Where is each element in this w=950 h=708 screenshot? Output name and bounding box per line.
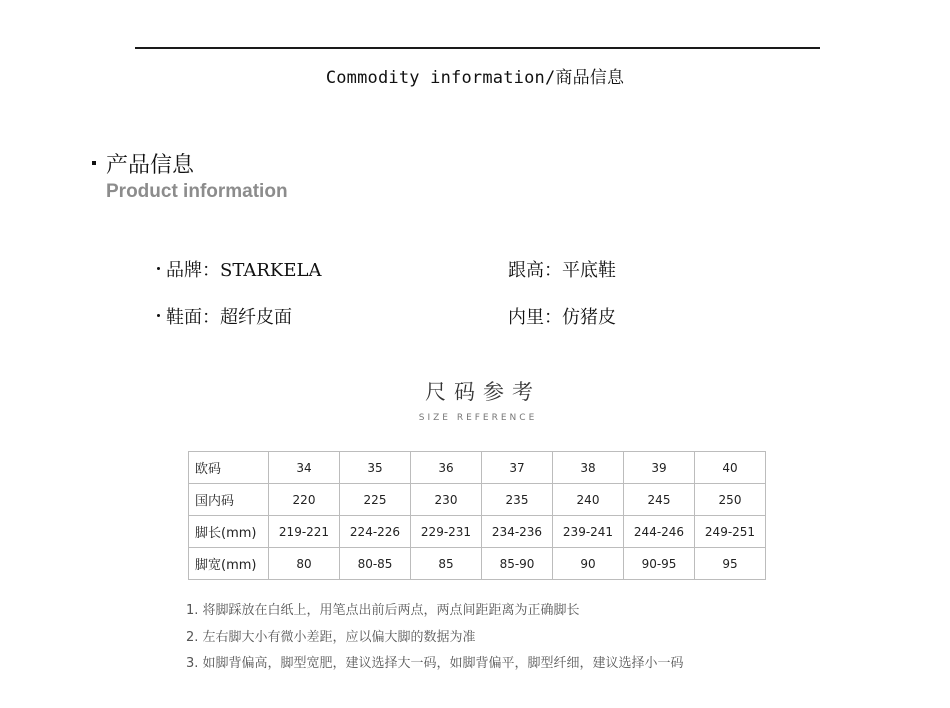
table-cell: 235: [482, 484, 553, 516]
size-table: [188, 451, 766, 580]
size-notes: [186, 598, 684, 678]
table-cell: 244-246: [624, 516, 695, 548]
table-cell: 225: [340, 484, 411, 516]
attribute-lining-text: 内里：仿猪皮: [508, 307, 616, 328]
table-cell: 239-241: [553, 516, 624, 548]
table-row: [189, 484, 766, 516]
page-title: Commodity information/商品信息: [325, 68, 625, 88]
bullet-icon: [157, 267, 160, 270]
square-bullet-icon: [92, 161, 96, 165]
table-cell: 245: [624, 484, 695, 516]
table-cell: 229-231: [411, 516, 482, 548]
table-cell: 249-251: [695, 516, 766, 548]
size-reference-subtitle: SIZE REFERENCE: [418, 413, 538, 423]
table-cell: 240: [553, 484, 624, 516]
table-row: [189, 452, 766, 484]
table-row: [189, 516, 766, 548]
table-cell: 224-226: [340, 516, 411, 548]
attribute-brand: [157, 256, 321, 282]
table-cell: 36: [411, 452, 482, 484]
table-cell: 39: [624, 452, 695, 484]
table-cell: 219-221: [269, 516, 340, 548]
attribute-upper: [157, 303, 292, 329]
section-subtitle-en: Product information: [106, 181, 288, 202]
attribute-brand-text: 品牌：STARKELA: [166, 260, 322, 281]
table-cell: 85: [411, 548, 482, 580]
table-cell: 250: [695, 484, 766, 516]
table-cell: 38: [553, 452, 624, 484]
attribute-lining: [508, 303, 616, 329]
note-item: 1. 将脚踩放在白纸上，用笔点出前后两点，两点间距距离为正确脚长: [186, 603, 580, 618]
table-row: [189, 548, 766, 580]
row-label: 脚宽(mm): [189, 548, 269, 580]
table-cell: 95: [695, 548, 766, 580]
table-cell: 34: [269, 452, 340, 484]
top-divider: [135, 47, 820, 49]
attribute-upper-text: 鞋面：超纤皮面: [166, 307, 292, 328]
bullet-icon: [157, 314, 160, 317]
section-title-cn: 产品信息: [106, 153, 195, 178]
note-item: 2. 左右脚大小有微小差距，应以偏大脚的数据为准: [186, 629, 476, 645]
attribute-heel: [508, 256, 616, 282]
attribute-heel-text: 跟高：平底鞋: [508, 260, 616, 281]
table-cell: 90: [553, 548, 624, 580]
table-cell: 90-95: [624, 548, 695, 580]
table-cell: 80: [269, 548, 340, 580]
row-label: 欧码: [189, 452, 269, 484]
table-cell: 37: [482, 452, 553, 484]
table-cell: 85-90: [482, 548, 553, 580]
size-reference-title: 尺码参考: [425, 380, 541, 404]
section-heading: [92, 148, 194, 179]
table-cell: 220: [269, 484, 340, 516]
table-cell: 234-236: [482, 516, 553, 548]
table-cell: 230: [411, 484, 482, 516]
row-label: 国内码: [189, 484, 269, 516]
table-cell: 80-85: [340, 548, 411, 580]
note-item: 3. 如脚背偏高，脚型宽肥，建议选择大一码，如脚背偏平，脚型纤细，建议选择小一码: [186, 656, 684, 671]
table-cell: 35: [340, 452, 411, 484]
table-cell: 40: [695, 452, 766, 484]
row-label: 脚长(mm): [189, 516, 269, 548]
